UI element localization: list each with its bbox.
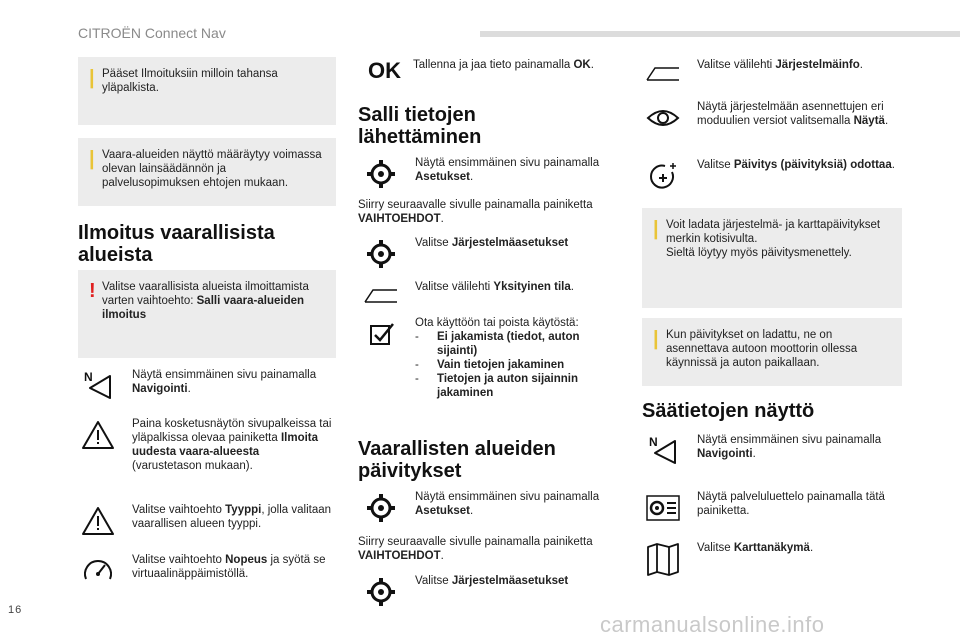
list-item: - Vain tietojen jakaminen bbox=[415, 358, 615, 372]
step-text: Valitse Järjestelmäasetukset bbox=[415, 237, 569, 249]
page-header-title: CITROËN Connect Nav bbox=[78, 25, 226, 41]
page-number: 16 bbox=[8, 604, 23, 616]
info-text: Voit ladata järjestelmä- ja karttapäivitykset merkin kotisivulta. Sieltä löytyy myös päivitysmenettely. bbox=[666, 219, 881, 259]
info-text: Kun päivitykset on ladattu, ne on asennettava autoon moottorin ollessa käynnissä ja auton paikallaan. bbox=[666, 329, 858, 369]
step-text: Näytä järjestelmään asennettujen eri moduulien versiot valitsemalla Näytä. bbox=[697, 101, 889, 127]
step-text: Valitse välilehti Yksityinen tila. bbox=[415, 281, 574, 293]
svg-text:N: N bbox=[649, 435, 658, 449]
eye-icon bbox=[645, 100, 681, 136]
section-heading: Ilmoitus vaarallisista alueista bbox=[78, 222, 275, 266]
step-text: Näytä ensimmäinen sivu painamalla Navigointi. bbox=[697, 434, 882, 460]
section-heading: Vaarallisten alueiden päivitykset bbox=[358, 438, 556, 482]
warning-triangle-icon bbox=[80, 503, 116, 539]
speedometer-icon bbox=[80, 553, 116, 589]
warning-mark-icon: ! bbox=[89, 280, 96, 302]
step-text: Näytä ensimmäinen sivu painamalla Asetukset. bbox=[415, 491, 600, 517]
step-text: Valitse Karttanäkymä. bbox=[697, 542, 814, 554]
info-mark-icon: | bbox=[653, 328, 659, 350]
info-text: Pääset Ilmoituksiin milloin tahansa yläpalkista. bbox=[102, 68, 278, 94]
system-settings-icon bbox=[363, 236, 399, 272]
step-text: Näytä ensimmäinen sivu painamalla Navigointi. bbox=[132, 369, 317, 395]
step-text: Näytä palveluluettelo painamalla tätä painiketta. bbox=[697, 491, 885, 517]
warning-box bbox=[78, 270, 336, 358]
step-text: Valitse vaihtoehto Tyyppi, jolla valitaan vaarallisen alueen tyyppi. bbox=[132, 504, 332, 530]
svg-text:N: N bbox=[84, 370, 93, 384]
map-icon bbox=[645, 541, 681, 577]
gear-icon bbox=[363, 490, 399, 526]
step-text: Paina kosketusnäytön sivupalkeissa tai yläpalkissa olevaa painiketta Ilmoita uudesta vaara-alueesta (varustetason mukaan). bbox=[132, 418, 332, 472]
section-heading: Salli tietojen lähettäminen bbox=[358, 104, 482, 148]
step-text: Ota käyttöön tai poista käytöstä: - Ei jakamista (tiedot, auton sijainti) - Vain tietojen jakaminen - Tietojen ja auton sijainnin jakaminen bbox=[415, 316, 615, 400]
step-text: Valitse vaihtoehto Nopeus ja syötä se virtuaalinäppäimistöllä. bbox=[132, 554, 326, 580]
checkbox-icon bbox=[363, 316, 399, 352]
watermark: carmanualsonline.info bbox=[600, 612, 825, 637]
services-icon bbox=[645, 490, 681, 526]
info-mark-icon: | bbox=[89, 67, 95, 89]
info-box bbox=[78, 57, 336, 125]
step-text: Valitse Päivitys (päivityksiä) odottaa. bbox=[697, 159, 895, 171]
ok-icon: OK bbox=[368, 58, 401, 83]
warning-triangle-icon bbox=[80, 417, 116, 453]
info-mark-icon: | bbox=[653, 218, 659, 240]
options-text: Siirry seuraavalle sivulle painamalla painiketta VAIHTOEHDOT. bbox=[358, 536, 593, 562]
system-settings-icon bbox=[363, 574, 399, 610]
step-text: Valitse Järjestelmäasetukset bbox=[415, 575, 569, 587]
gear-icon bbox=[363, 156, 399, 192]
list-item: - Ei jakamista (tiedot, auton sijainti) bbox=[415, 330, 615, 358]
step-text: Valitse välilehti Järjestelmäinfo. bbox=[697, 59, 863, 71]
info-text: Vaara-alueiden näyttö määräytyy voimassa olevan lainsäädännön ja palvelusopimuksen ehtojen mukaan. bbox=[102, 149, 322, 189]
update-icon bbox=[645, 158, 681, 194]
navigation-icon bbox=[645, 433, 681, 469]
info-mark-icon: | bbox=[89, 148, 95, 170]
info-box bbox=[642, 208, 902, 308]
info-box bbox=[78, 138, 336, 206]
tab-icon bbox=[645, 58, 681, 94]
ok-text: Tallenna ja jaa tieto painamalla OK. bbox=[413, 59, 594, 71]
navigation-icon bbox=[80, 368, 116, 404]
list-item: - Tietojen ja auton sijainnin jakaminen bbox=[415, 372, 615, 400]
info-box bbox=[642, 318, 902, 386]
section-heading: Säätietojen näyttö bbox=[642, 400, 815, 422]
tab-icon bbox=[363, 280, 399, 316]
step-text: Näytä ensimmäinen sivu painamalla Asetukset. bbox=[415, 157, 600, 183]
sharing-options-list bbox=[415, 330, 615, 400]
options-text: Siirry seuraavalle sivulle painamalla painiketta VAIHTOEHDOT. bbox=[358, 199, 593, 225]
warning-text: Valitse vaarallisista alueista ilmoittamista varten vaihtoehto: Salli vaara-alueiden ilmoitus bbox=[102, 281, 309, 321]
header-bar bbox=[480, 31, 960, 37]
